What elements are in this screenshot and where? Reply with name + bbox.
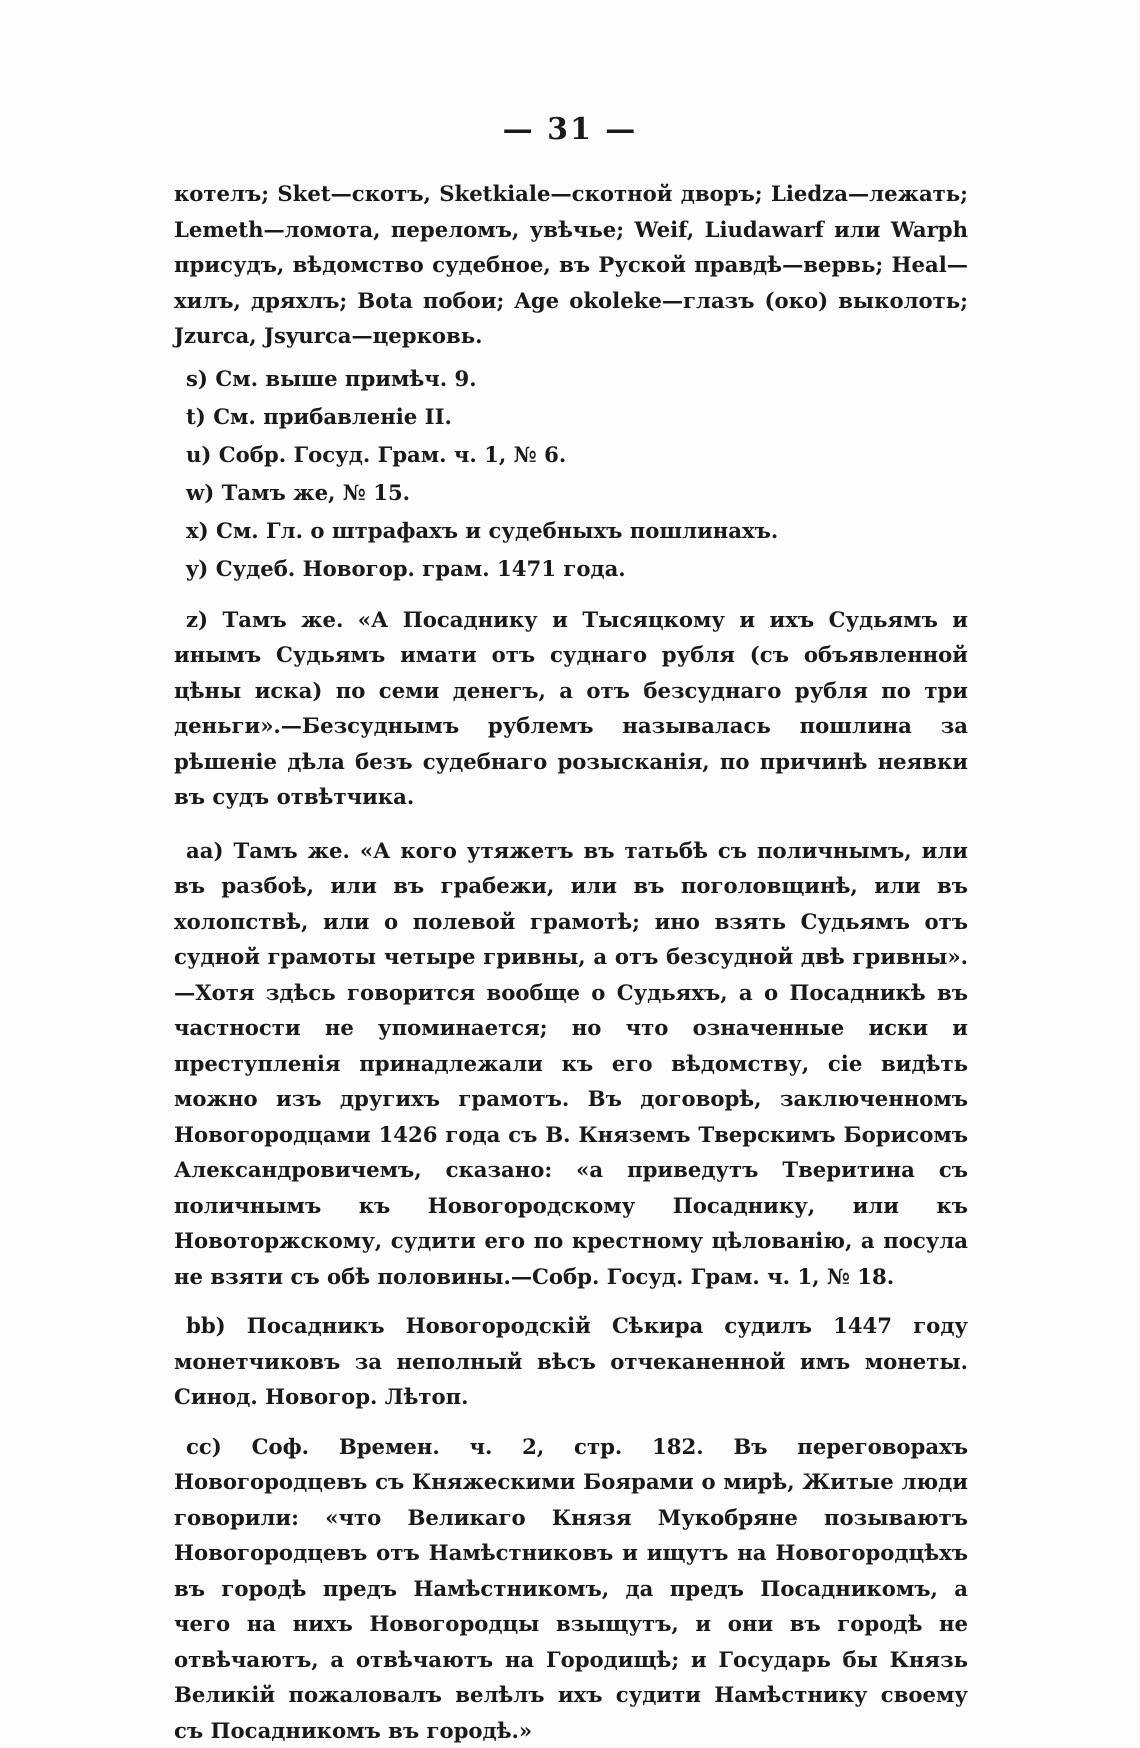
footnotes-text (174, 176, 968, 1748)
footnote-z: z) Тамъ же. «А Посаднику и Тысяцкому и ихъ Судьямъ и инымъ Судьямъ имати отъ суднаго рубля (съ объявленной цѣны иска) по семи денегъ, а отъ безсуднаго рубля по три деньги».—Безсуднымъ рублемъ называлась пошлина за рѣшеніе дѣла безъ судебнаго розысканія, по причинѣ неявки въ судъ отвѣтчика. (174, 606, 968, 809)
page-number: — 31 — (502, 112, 638, 147)
footnote-cc: cc) Соф. Времен. ч. 2, стр. 182. Въ переговорахъ Новогородцевъ съ Княжескими Боярами о мирѣ, Житые люди говорили: «что Великаго Князя Мукобряне позываютъ Новогородцевъ отъ Намѣстниковъ и ищутъ на Новогородцѣхъ въ городѣ предъ Намѣстникомъ, да предъ Посадникомъ, а чего на нихъ Новогородцы взыщутъ, и они въ городѣ не отвѣчаютъ, а отвѣчаютъ на Городищѣ; и Государь бы Князь Великій пожаловалъ велѣлъ ихъ судити Намѣстнику своему съ Посадникомъ въ городѣ.» (174, 1433, 968, 1743)
footnote-aa: aa) Тамъ же. «А кого утяжетъ въ татьбѣ съ поличнымъ, или въ разбоѣ, или въ грабежи, или въ поголовщинѣ, или въ холопствѣ, или о полевой грамотѣ; ино взять Судьямъ отъ судной грамоты четыре гривны, а отъ безсудной двѣ гривны».—Хотя здѣсь говорится вообще о Судьяхъ, а о Посадникѣ въ частности не упоминается; но что означенные иски и преступленія принадлежали къ его вѣдомству, сіе видѣть можно изъ другихъ грамотъ. Въ договорѣ, заключенномъ Новогородцами 1426 года съ В. Княземъ Тверскимъ Борисомъ Александровичемъ, сказано: «а приведутъ Тверитина съ поличнымъ къ Новогородскому Посаднику, или къ Новоторжскому, судити его по крестному цѣлованію, а посула не взяти съ обѣ половины.—Собр. Госуд. Грам. ч. 1, № 18. (174, 837, 968, 1289)
footnote-w: w) Тамъ же, № 15. (186, 479, 411, 505)
footnote-t: t) См. прибавленіе II. (186, 403, 452, 429)
footnote-u: u) Собр. Госуд. Грам. ч. 1, № 6. (186, 441, 567, 467)
footnote-bb: bb) Посадникъ Новогородскій Сѣкира судилъ 1447 году монетчиковъ за неполный вѣсъ отчеканенной имъ монеты. Синод. Новогор. Лѣтоп. (174, 1313, 968, 1409)
footnote-s: s) См. выше примѣч. 9. (186, 365, 477, 391)
footnote-y: y) Судеб. Новогор. грам. 1471 года. (186, 555, 626, 581)
footnote-x: x) См. Гл. о штрафахъ и судебныхъ пошлинахъ. (186, 517, 779, 543)
glossary-paragraph: котелъ; Sket—скотъ, Sketkiale—скотной дворъ; Liedza—лежать; Lemeth—ломота, переломъ, увѣчье; Weif, Liudawarf или Warph присудъ, вѣдомство судебное, въ Руской правдѣ—вервь; Heal—хилъ, дряхлъ; Bota побои; Age okoleke—глазъ (око) выколоть; Jzurca, Jsyurca—церковь. (174, 181, 968, 348)
